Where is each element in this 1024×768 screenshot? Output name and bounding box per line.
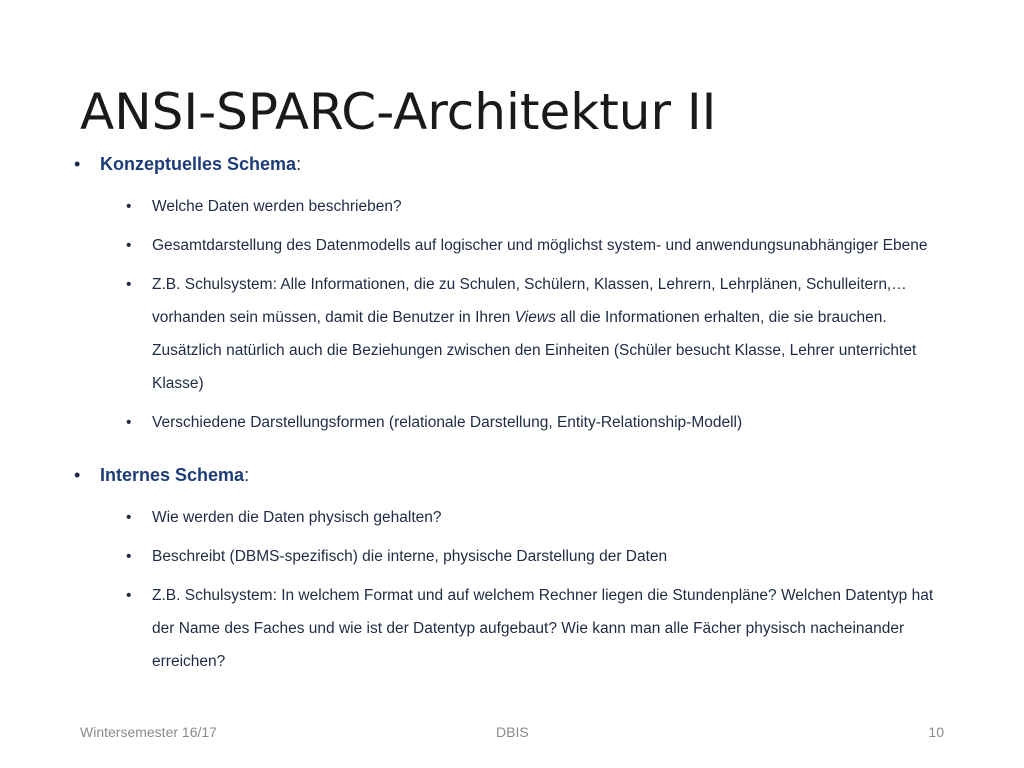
section-heading-colon: : xyxy=(296,154,302,174)
slide-content xyxy=(72,150,952,684)
list-item xyxy=(72,406,952,439)
bullet-icon: • xyxy=(74,465,81,485)
list-item-text: Welche Daten werden beschrieben? xyxy=(152,198,402,215)
list-item-text: Z.B. Schulsystem: Alle Informationen, die zu Schulen, Schülern, Klassen, Lehrern, Lehrplänen, Schulleitern,… vorhanden sein müssen, damit die Benutzer in Ihren xyxy=(152,276,907,326)
section-heading-row xyxy=(72,150,952,178)
section-heading-colon: : xyxy=(244,465,250,485)
bullet-icon: • xyxy=(126,276,132,293)
list-item-text: Gesamtdarstellung des Datenmodells auf logischer und möglichst system- und anwendungsunabhängiger Ebene xyxy=(152,237,928,254)
list-item-emphasis: Views xyxy=(514,309,556,326)
section-heading: Konzeptuelles Schema xyxy=(100,154,297,174)
section-konzeptuelles-schema xyxy=(72,150,952,439)
section-heading: Internes Schema xyxy=(100,465,245,485)
list-item xyxy=(72,501,952,534)
list-item-text: all die Informationen erhalten, die sie brauchen. Zusätzlich natürlich auch die Beziehungen zwischen den Einheiten (Schüler besucht Klasse, Lehrer unterrichtet Klasse) xyxy=(152,309,917,392)
footer-page-number: 10 xyxy=(928,724,944,740)
bullet-icon: • xyxy=(74,154,81,174)
bullet-icon: • xyxy=(126,414,132,431)
sub-bullet-list xyxy=(72,501,952,678)
section-heading-row xyxy=(72,461,952,489)
list-item xyxy=(72,268,952,400)
list-item xyxy=(72,579,952,678)
bullet-icon: • xyxy=(126,587,132,604)
list-item-text: Z.B. Schulsystem: In welchem Format und auf welchem Rechner liegen die Stundenpläne? Welchen Datentyp hat der Name des Faches und wie ist der Datentyp aufgebaut? Wie kann man alle Fächer physisch nacheinander erreichen? xyxy=(152,587,934,670)
slide-title: ANSI-SPARC-Architektur II xyxy=(80,83,717,141)
list-item-text: Beschreibt (DBMS-spezifisch) die interne, physische Darstellung der Daten xyxy=(152,548,668,565)
bullet-icon: • xyxy=(126,198,132,215)
list-item-text: Wie werden die Daten physisch gehalten? xyxy=(152,509,442,526)
list-item xyxy=(72,229,952,262)
bullet-icon: • xyxy=(126,509,132,526)
sub-bullet-list xyxy=(72,190,952,439)
list-item-text: Verschiedene Darstellungsformen (relationale Darstellung, Entity-Relationship-Modell) xyxy=(152,414,743,431)
list-item xyxy=(72,190,952,223)
list-item xyxy=(72,540,952,573)
bullet-icon: • xyxy=(126,237,132,254)
footer-semester: Wintersemester 16/17 xyxy=(80,724,217,740)
bullet-icon: • xyxy=(126,548,132,565)
section-internes-schema xyxy=(72,461,952,678)
footer-course: DBIS xyxy=(496,724,529,740)
